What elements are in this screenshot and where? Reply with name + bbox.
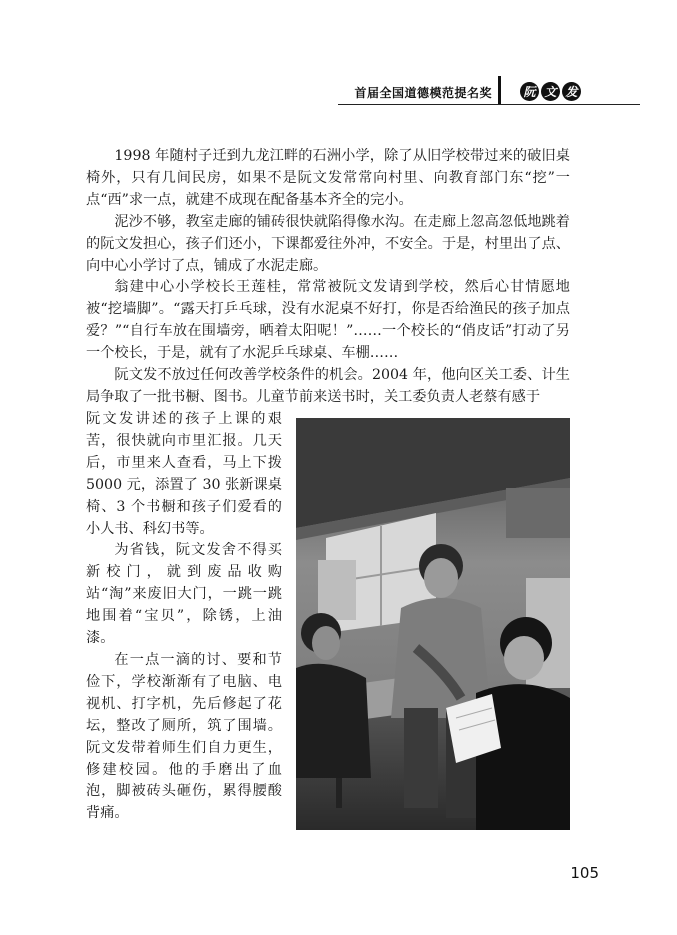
classroom-photo-illustration [296, 418, 570, 830]
paragraph-2: 泥沙不够，教室走廊的铺砖很快就陷得像水沟。在走廊上忽高忽低地跳着的阮文发担心，孩子们还小，下课都爱往外冲，不安全。于是，村里出了点、向中心小学讨了点，铺成了水泥走廊。 [86, 213, 570, 274]
header-title: 首届全国道德模范提名奖 [354, 86, 492, 100]
seal-char-2: 文 [541, 82, 560, 101]
seal-char-3: 发 [562, 82, 581, 101]
paragraph-3: 翁建中心小学校长王莲桂，常常被阮文发请到学校，然后心甘情愿地被“挖墙脚”。“露天打乒乓球，没有水泥桌不好打，你是否给渔民的孩子加点爱？”“自行车放在围墙旁，晒着太阳呢！”……一个校长的“俏皮话”打动了另一个校长，于是，就有了水泥乒乓球桌、车棚…… [86, 279, 570, 362]
body-text-full-width [86, 146, 570, 409]
page-number: 105 [570, 864, 599, 882]
paragraph-4: 阮文发不放过任何改善学校条件的机会。2004 年，他向区关工委、计生局争取了一批书橱、图书。儿童节前来送书时，关工委负责人老蔡有感于 [86, 367, 570, 405]
seal-char-1: 阮 [520, 82, 539, 101]
paragraph-6: 为省钱，阮文发舍不得买新校门，就到废品收购站“淘”来废旧大门，一跳一跳地围着“宝贝”，除锈，上油漆。 [86, 542, 282, 647]
header-rule [338, 104, 640, 105]
classroom-photo [296, 418, 570, 830]
body-text-narrow-column [86, 409, 282, 825]
paragraph-1: 1998 年随村子迁到九龙江畔的石洲小学，除了从旧学校带过来的破旧桌椅外，只有几间民房，如果不是阮文发常常向村里、向教育部门东“挖”一点“西”求一点，就建不成现在配备基本齐全的完小。 [86, 148, 570, 208]
paragraph-5: 阮文发讲述的孩子上课的艰苦，很快就向市里汇报。几天后，市里来人查看，马上下拨 5000 元，添置了 30 张新课桌椅、3 个书橱和孩子们爱看的小人书、科幻书等。 [86, 411, 282, 537]
header-divider [498, 76, 501, 104]
header-name-seals [520, 82, 581, 101]
paragraph-7: 在一点一滴的讨、要和节俭下，学校渐渐有了电脑、电视机、打字机，先后修起了花坛，整改了厕所，筑了围墙。阮文发带着师生们自力更生，修建校园。他的手磨出了血泡，脚被砖头砸伤，累得腰酸背痛。 [86, 651, 282, 822]
